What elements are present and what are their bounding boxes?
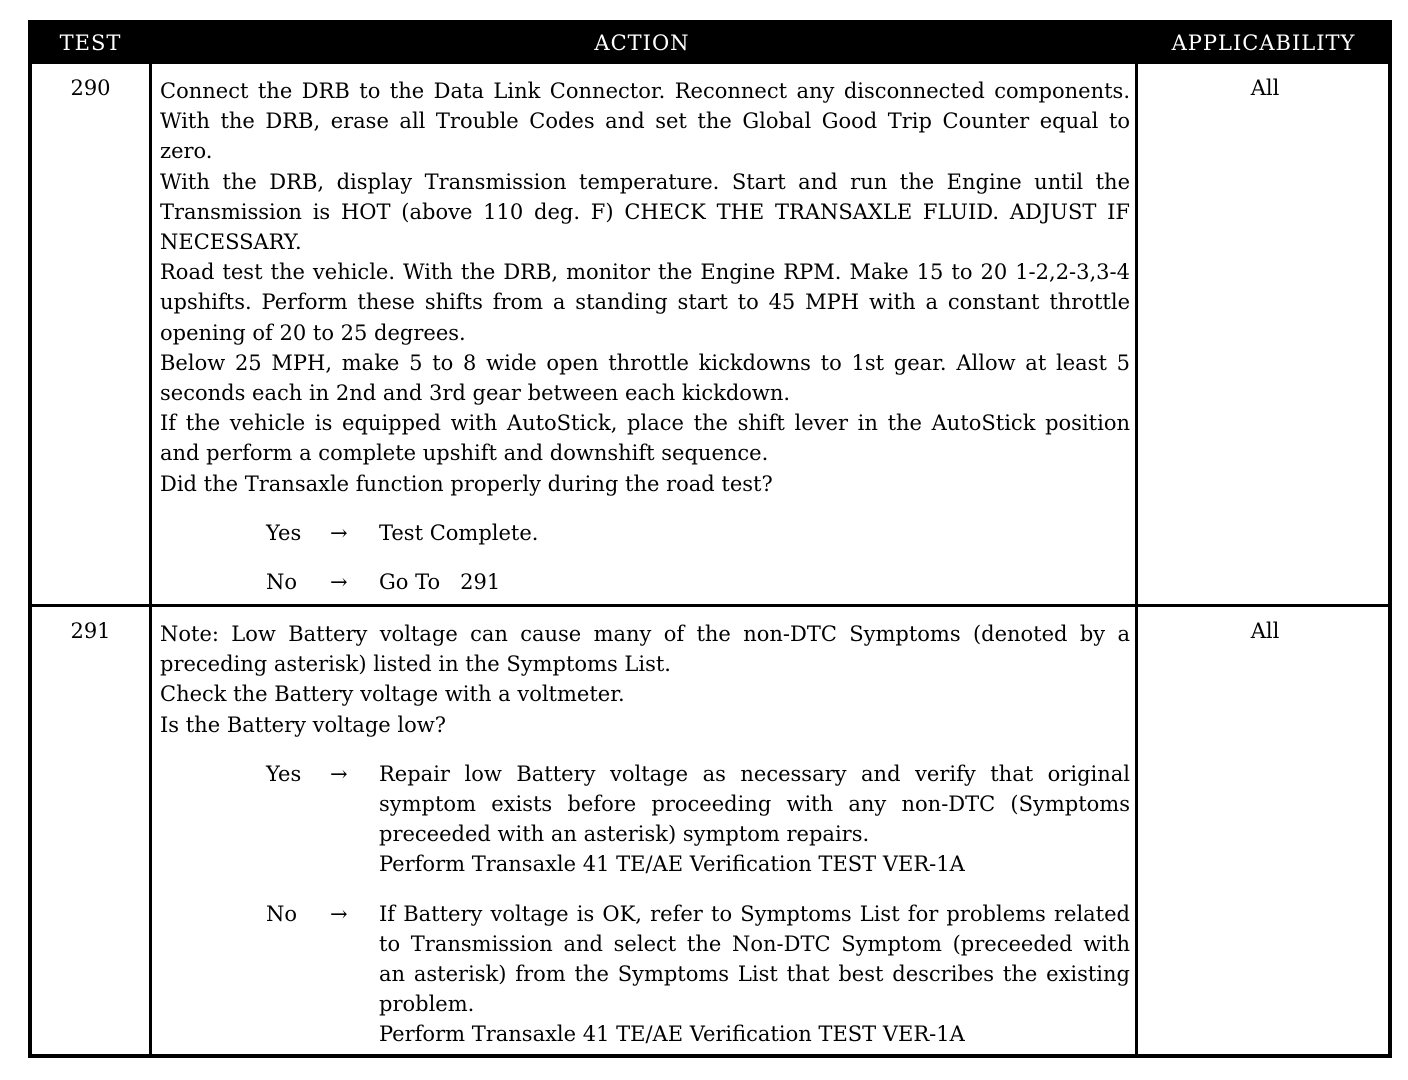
row-divider [32,604,1388,607]
diagnostic-test-table [28,20,1392,1058]
no-result: Go To 291 [379,570,501,595]
yes-verification: Perform Transaxle 41 TE/AE Verification TEST VER-1A [379,852,965,877]
no-result: If Battery voltage is OK, refer to Symptoms List for problems related to Transmission and select the Non-DTC Symptom (preceeded with an asterisk) from the Symptoms List that best describes the existing problem. [379,901,1130,1017]
arrow-right-icon: → [330,570,348,595]
action-paragraph: Road test the vehicle. With the DRB, monitor the Engine RPM. Make 15 to 20 1-2,2-3,3-4 upshifts. Perform these shifts from a standing start to 45 MPH with a constant throttle opening of 20 to 25 degrees. [160,260,1130,345]
action-paragraph: If the vehicle is equipped with AutoStick, place the shift lever in the AutoStick position and perform a complete upshift and downshift sequence. [160,411,1130,466]
action-cell [160,76,1130,597]
yes-result: Repair low Battery voltage as necessary and verify that original symptom exists before proceeding with any non-DTC (Symptoms preceeded with an asterisk) symptom repairs. [379,761,1130,847]
arrow-right-icon: → [330,520,348,545]
action-paragraph: Connect the DRB to the Data Link Connector. Reconnect any disconnected components. With the DRB, erase all Trouble Codes and set the Global Good Trip Counter equal to zero. [160,79,1130,164]
yes-label: Yes [266,761,302,786]
test-number: 291 [70,619,111,643]
header-action: ACTION [594,31,690,55]
no-label: No [266,570,298,595]
yes-result: Test Complete. [379,520,539,545]
yes-option [160,518,1130,548]
action-paragraph: Is the Battery voltage low? [160,712,446,737]
action-paragraph: Did the Transaxle function properly during the road test? [160,471,773,496]
no-option [160,567,1130,597]
action-cell [160,619,1130,1050]
header-applicability: APPLICABILITY [1171,31,1356,55]
column-divider [149,64,152,1058]
applicability-value: All [1250,76,1280,100]
no-option [160,899,1130,1050]
no-verification: Perform Transaxle 41 TE/AE Verification TEST VER-1A [379,1022,965,1047]
action-paragraph: Note: Low Battery voltage can cause many of the non-DTC Symptoms (denoted by a preceding asterisk) listed in the Symptoms List. [160,622,1130,677]
arrow-right-icon: → [330,901,348,926]
yes-label: Yes [266,520,302,545]
table-header [32,24,1388,64]
arrow-right-icon: → [330,761,348,786]
header-test: TEST [59,31,122,55]
action-paragraph: Check the Battery voltage with a voltmeter. [160,682,625,707]
action-paragraph: Below 25 MPH, make 5 to 8 wide open throttle kickdowns to 1st gear. Allow at least 5 seconds each in 2nd and 3rd gear between each kickdown. [160,350,1130,406]
no-label: No [266,901,298,926]
applicability-value: All [1250,619,1280,643]
action-paragraph: With the DRB, display Transmission temperature. Start and run the Engine until the Transmission is HOT (above 110 deg. F) CHECK THE TRANSAXLE FLUID. ADJUST IF NECESSARY. [160,169,1130,255]
column-divider [1135,64,1138,1058]
test-number: 290 [70,76,111,100]
yes-option [160,759,1130,880]
